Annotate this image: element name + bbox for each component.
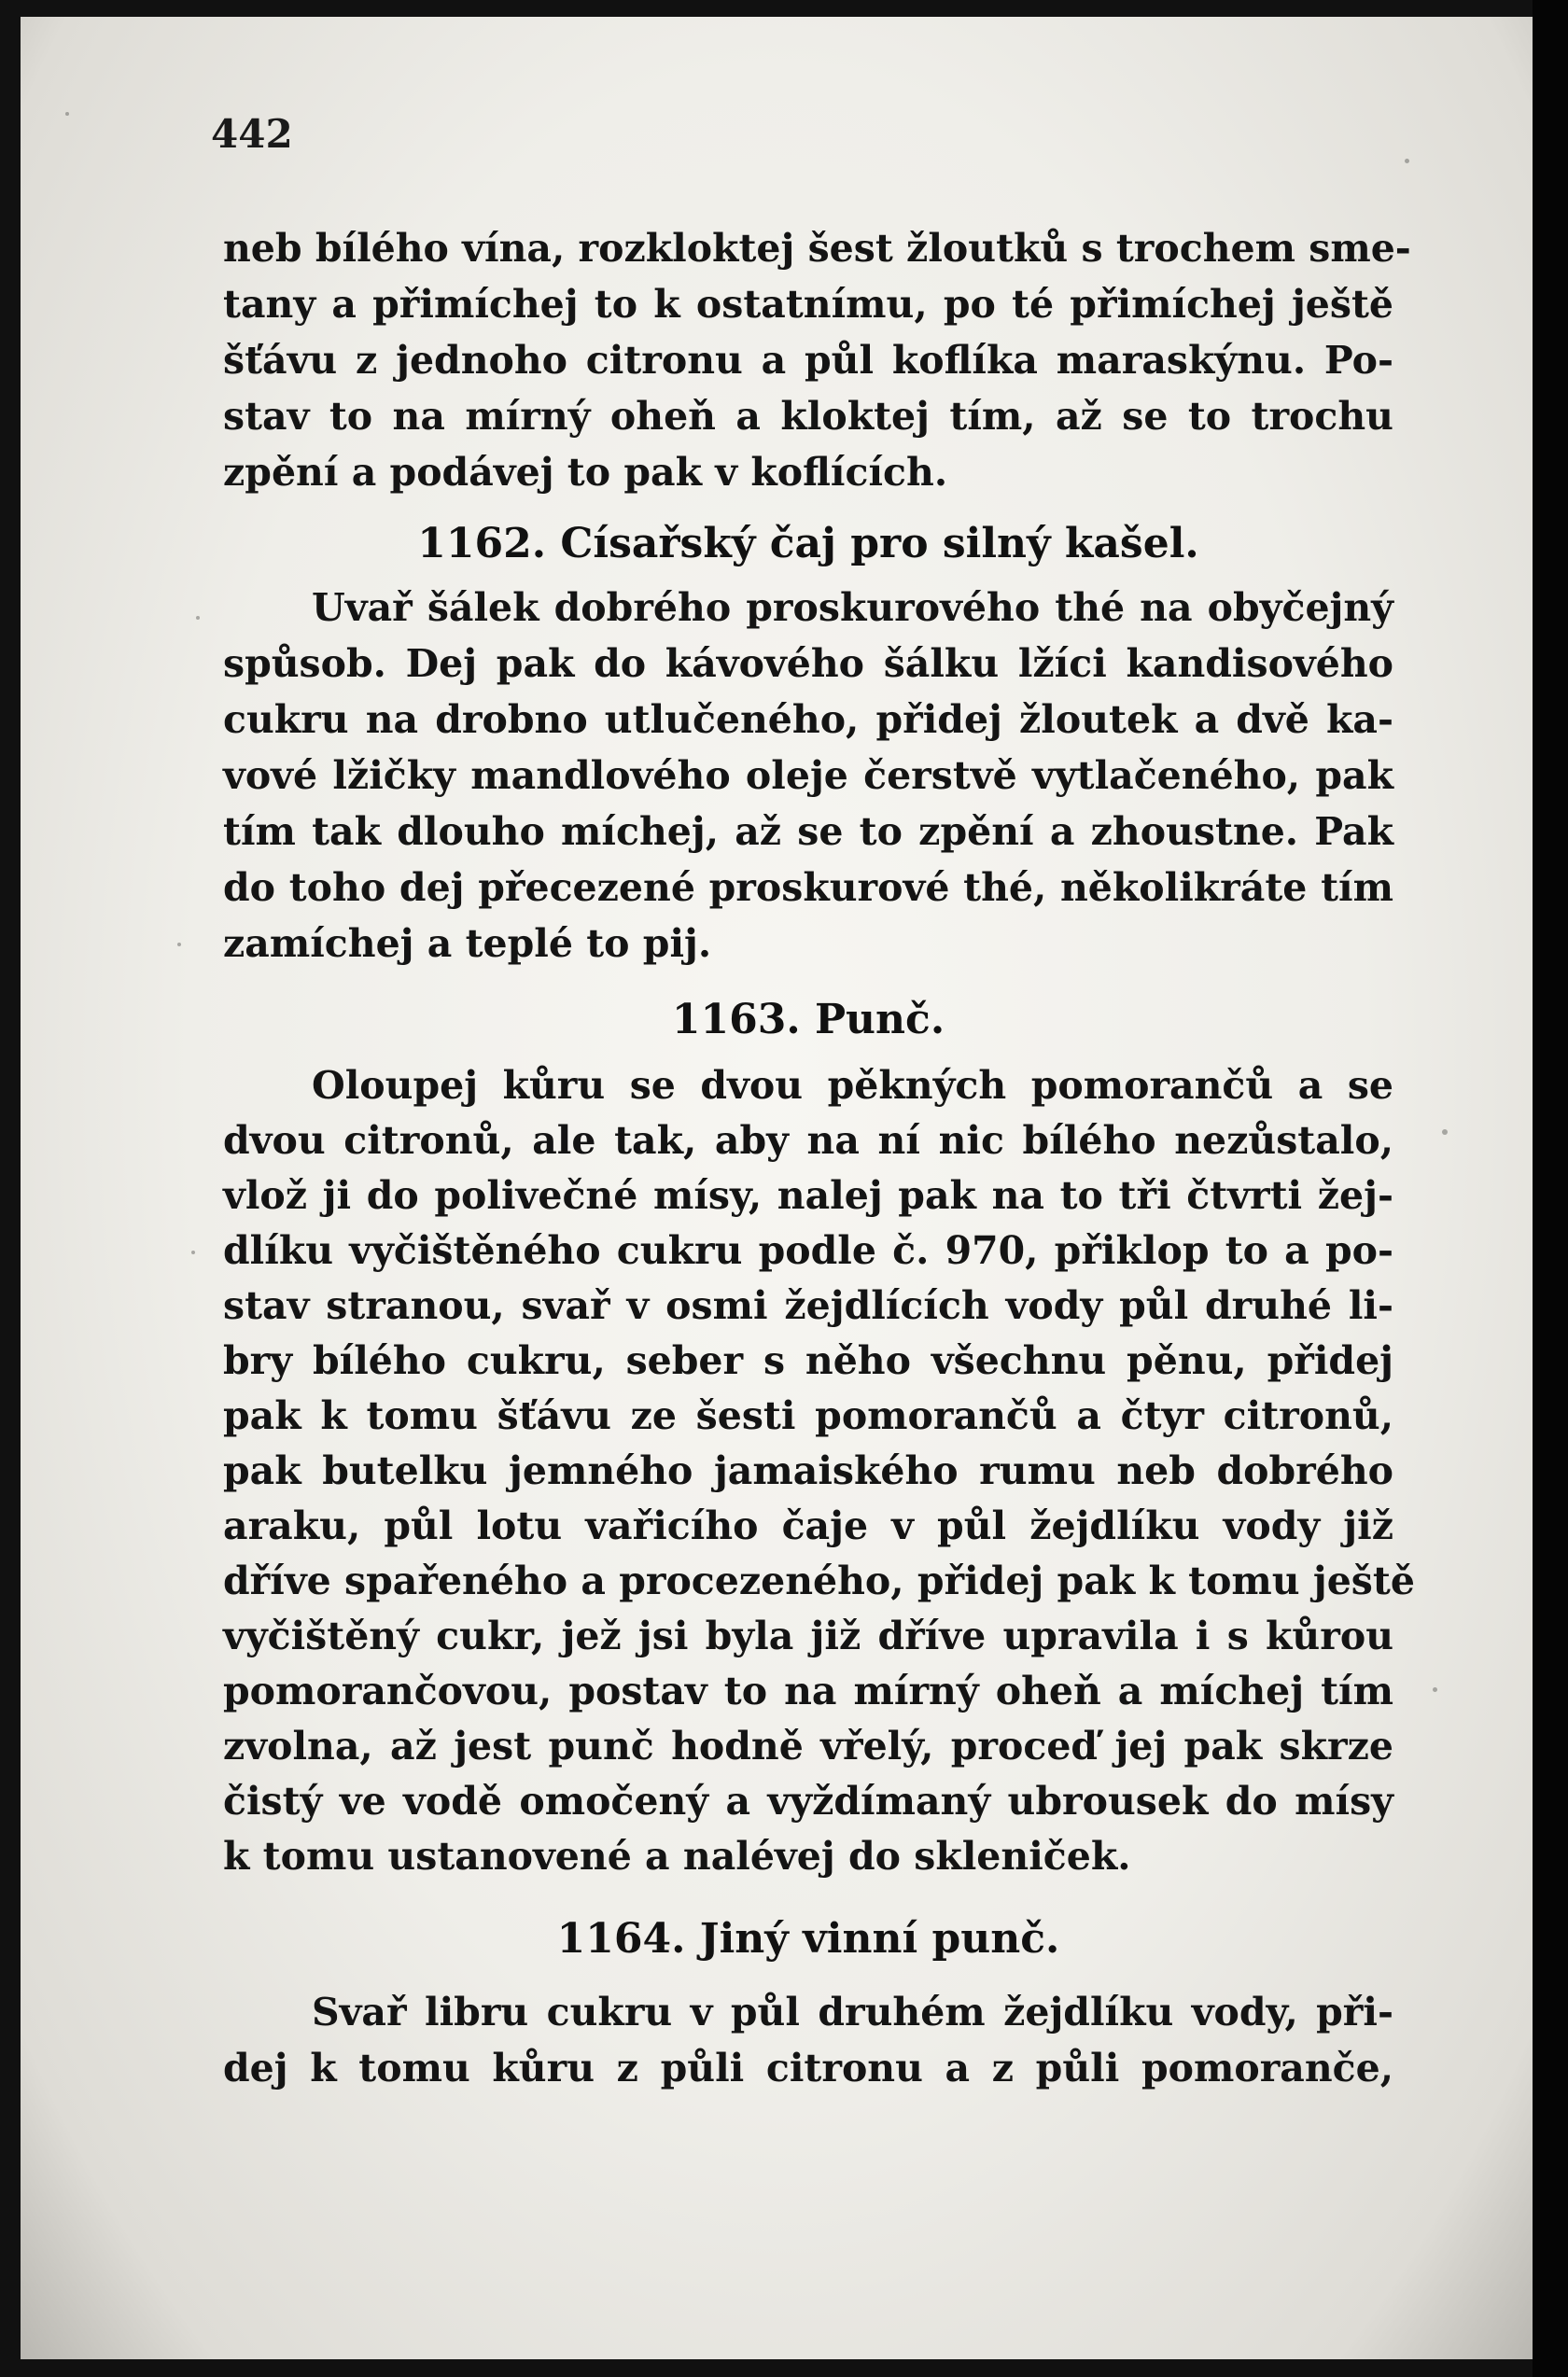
text-line: pomorančovou, postav to na mírný oheň a míchej tím — [223, 1669, 1393, 1713]
recipe-heading-1162: 1162. Císařský čaj pro silný kašel. — [417, 520, 1199, 567]
scan-speck — [65, 112, 69, 116]
text-line: cukru na drobno utlučeného, přidej žloutek a dvě ka- — [223, 697, 1393, 742]
text-line: vyčištěný cukr, jež jsi byla již dříve upravila i s kůrou — [223, 1614, 1393, 1658]
text-line: bry bílého cukru, seber s něho všechnu pěnu, přidej — [223, 1338, 1393, 1383]
text-line: spůsob. Dej pak do kávového šálku lžíci kandisového — [223, 641, 1393, 686]
text-line: stav stranou, svař v osmi žejdlících vody půl druhé li- — [223, 1283, 1393, 1328]
text-line: čistý ve vodě omočený a vyždímaný ubrousek do mísy — [223, 1779, 1393, 1824]
text-line: stav to na mírný oheň a kloktej tím, až se to trochu — [223, 394, 1393, 439]
scan-speck — [1405, 159, 1409, 163]
text-line: zvolna, až jest punč hodně vřelý, proceď jej pak skrze — [223, 1724, 1393, 1769]
scan-speck — [177, 943, 181, 946]
text-line: Oloupej kůru se dvou pěkných pomorančů a se — [312, 1063, 1393, 1108]
recipe-heading-1164: 1164. Jiný vinní punč. — [556, 1915, 1060, 1963]
text-line: dlíku vyčištěného cukru podle č. 970, přiklop to a po- — [223, 1228, 1393, 1273]
text-line: dej k tomu kůru z půli citronu a z půli pomoranče, — [223, 2046, 1393, 2090]
text-line: vové lžičky mandlového oleje čerstvě vytlačeného, pak — [223, 753, 1393, 798]
text-line: araku, půl lotu vařicího čaje v půl žejdlíku vody již — [223, 1503, 1393, 1548]
text-line: tany a přimíchej to k ostatnímu, po té přimíchej ještě — [223, 282, 1393, 327]
scan-speck — [196, 616, 200, 620]
scan-speck — [191, 1251, 195, 1254]
text-line: vlož ji do polivečné mísy, nalej pak na to tři čtvrti žej- — [223, 1173, 1393, 1218]
text-line: pak butelku jemného jamaiského rumu neb dobrého — [223, 1448, 1393, 1493]
recipe-heading-1163: 1163. Punč. — [671, 996, 945, 1043]
scan-speck — [1433, 1687, 1437, 1692]
scan-speck — [1442, 1129, 1448, 1135]
text-line: zpění a podávej to pak v koflících. — [223, 450, 948, 495]
text-line: do toho dej přecezené proskurové thé, několikráte tím — [223, 865, 1393, 910]
scan-border — [1533, 0, 1568, 2377]
text-line: šťávu z jednoho citronu a půl koflíka maraskýnu. Po- — [223, 338, 1393, 383]
text-line: dříve spařeného a procezeného, přidej pak k tomu ještě — [223, 1559, 1415, 1603]
text-line: dvou citronů, ale tak, aby na ní nic bílého nezůstalo, — [223, 1118, 1393, 1163]
text-line: k tomu ustanovené a nalévej do skleniček. — [223, 1834, 1131, 1879]
text-line: pak k tomu šťávu ze šesti pomorančů a čtyr citronů, — [223, 1393, 1393, 1438]
text-line: zamíchej a teplé to pij. — [223, 921, 712, 966]
text-line: tím tak dlouho míchej, až se to zpění a zhoustne. Pak — [223, 809, 1393, 854]
text-line: Svař libru cukru v půl druhém žejdlíku vody, při- — [312, 1990, 1393, 2034]
text-line: neb bílého vína, rozkloktej šest žloutků s trochem sme- — [223, 226, 1411, 271]
text-line: Uvař šálek dobrého proskurového thé na obyčejný — [312, 585, 1393, 630]
page-number: 442 — [211, 111, 293, 157]
